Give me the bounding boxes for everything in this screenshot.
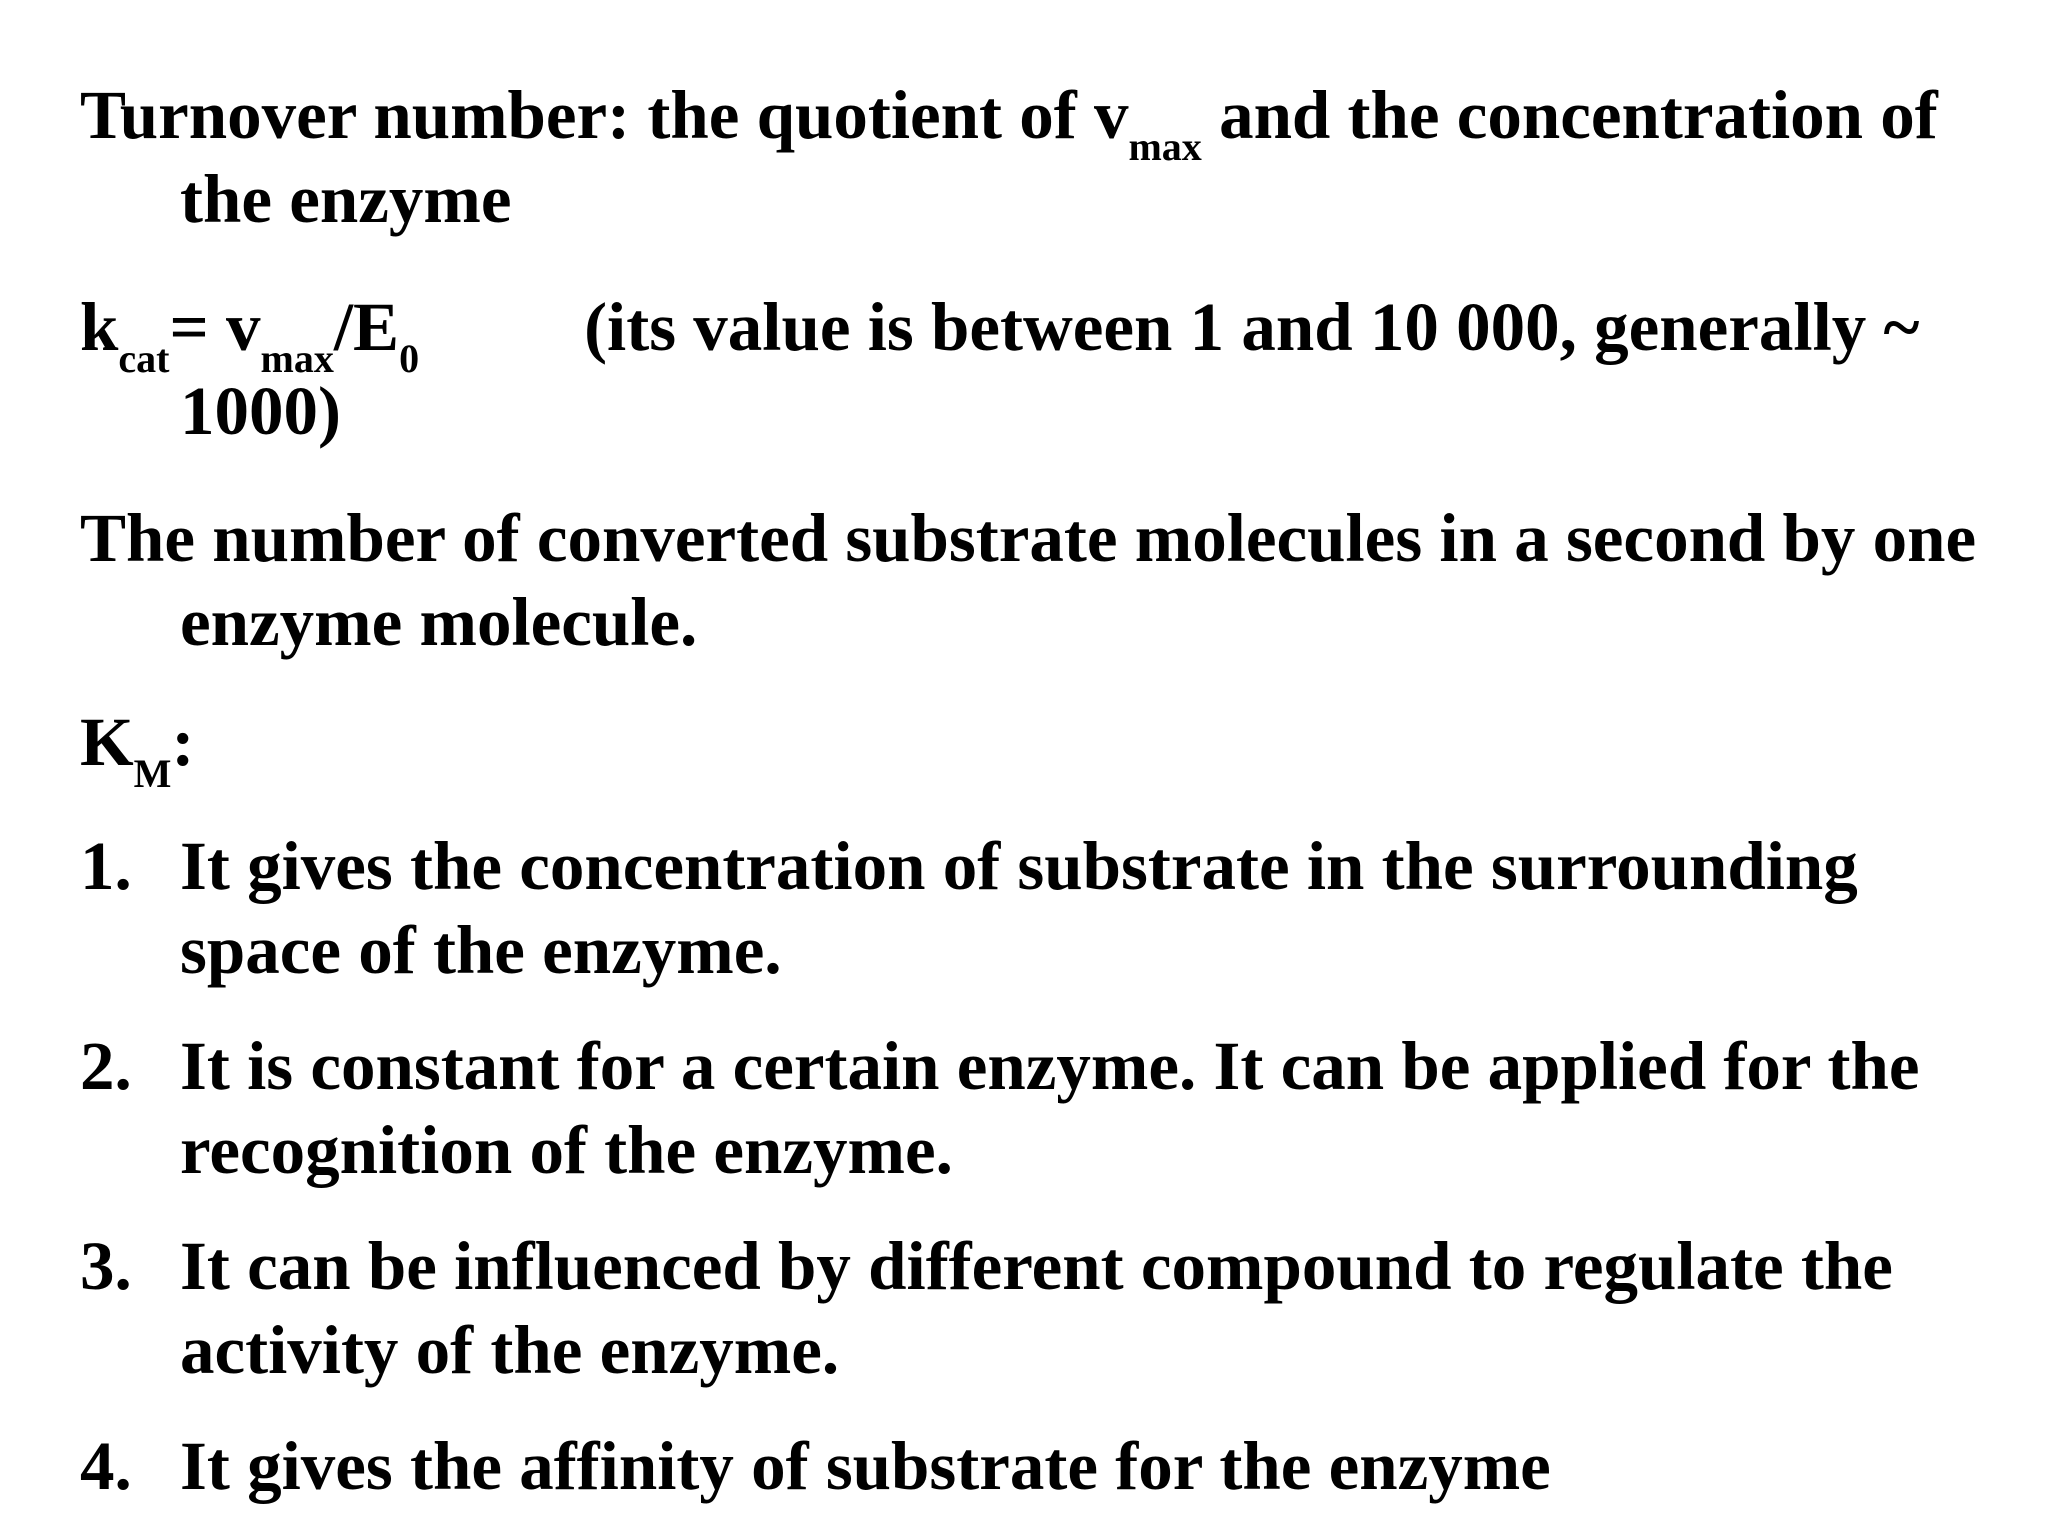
kcat-k: k (80, 289, 119, 365)
kcat-vmax-subscript: max (260, 336, 334, 381)
km-subscript: M (133, 751, 172, 796)
list-item-number: 3. (80, 1228, 132, 1304)
kcat-formula (80, 285, 1919, 453)
list-item-line1: It is constant for a certain enzyme. It can be applied for the (180, 1028, 1920, 1104)
kcat-slash-e: /E (333, 289, 400, 365)
km-colon: : (171, 704, 195, 780)
kcat-note: (its value is between 1 and 10 000, generally ~ (584, 289, 1920, 365)
list-item-line1: It can be influenced by different compound to regulate the (180, 1228, 1893, 1304)
list-item (80, 824, 1858, 992)
list-item (80, 1024, 1920, 1192)
kcat-e0-subscript: 0 (399, 336, 420, 381)
converted-line2: enzyme molecule. (180, 584, 698, 660)
converted-line1: The number of converted substrate molecules in a second by one (80, 500, 1977, 576)
kcat-note-line2: 1000) (180, 373, 341, 449)
km-k: K (80, 704, 134, 780)
list-item-line2: activity of the enzyme. (180, 1312, 840, 1388)
list-item-number: 4. (80, 1428, 132, 1504)
list-item-line2: recognition of the enzyme. (180, 1112, 953, 1188)
kcat-equals: = v (169, 289, 261, 365)
kcat-subscript: cat (118, 336, 170, 381)
list-item-number: 2. (80, 1028, 132, 1104)
list-item (80, 1224, 1893, 1392)
converted-description (80, 496, 1976, 664)
list-item-number: 1. (80, 828, 132, 904)
list-item (80, 1424, 1551, 1508)
km-heading (80, 700, 195, 796)
vmax-subscript: max (1128, 124, 1202, 169)
list-item-line1: It gives the affinity of substrate for the enzyme (180, 1428, 1551, 1504)
list-item-line1: It gives the concentration of substrate in the surrounding (180, 828, 1858, 904)
turnover-text-line2: the enzyme (180, 161, 512, 237)
turnover-text-part1: Turnover number: the quotient of v (80, 77, 1129, 153)
list-item-line2: space of the enzyme. (180, 912, 782, 988)
turnover-definition (80, 73, 1938, 241)
turnover-text-part2: and the concentration of (1201, 77, 1938, 153)
